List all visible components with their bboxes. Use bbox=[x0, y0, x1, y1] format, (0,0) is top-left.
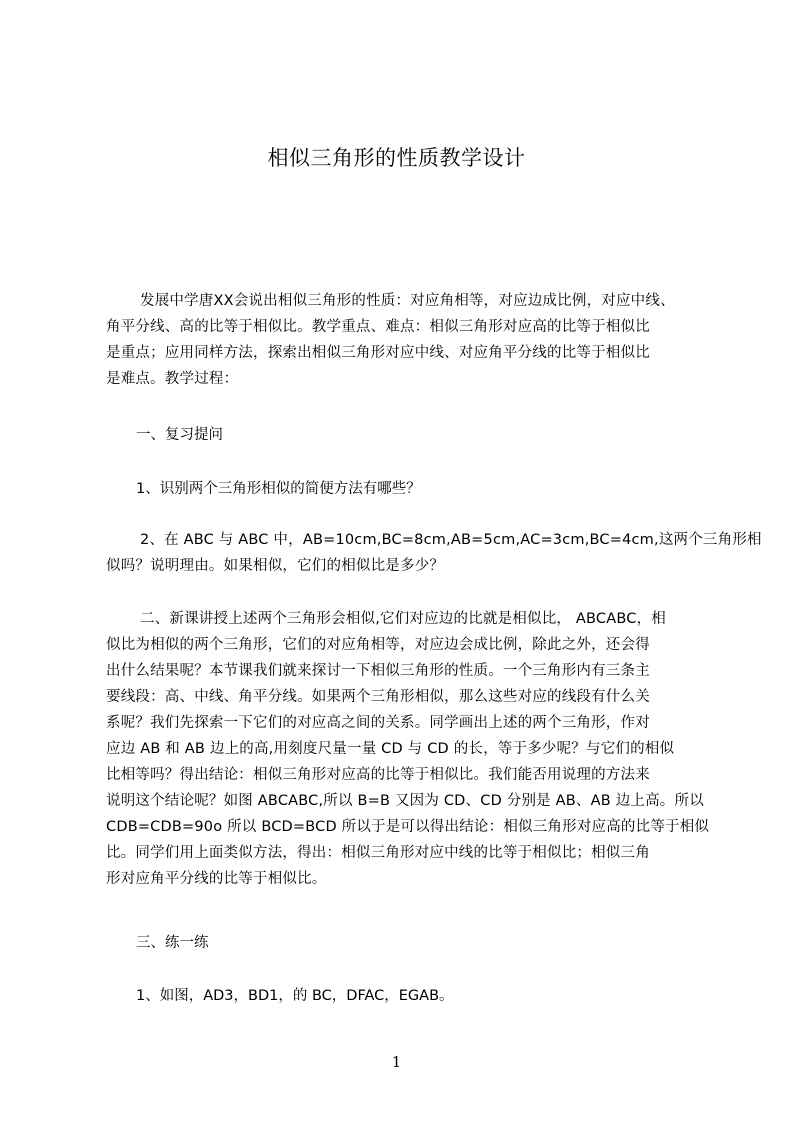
question-1: 1、识别两个三角形相似的简便方法有哪些？ bbox=[136, 481, 421, 497]
section2-line: 应边 AB 和 AB 边上的高,用刻度尺量一量 CD 与 CD 的长，等于多少呢？与它们的相似 bbox=[106, 741, 675, 757]
section2-line: 要线段：高、中线、角平分线。如果两个三角形相似，那么这些对应的线段有什么关 bbox=[106, 689, 650, 705]
question-2-line: 似吗？说明理由。如果相似，它们的相似比是多少？ bbox=[106, 558, 445, 574]
section2-paragraph bbox=[106, 606, 710, 892]
section2-line: 二、新课讲授上述两个三角形会相似,它们对应边的比就是相似比， ABCABC，相 bbox=[140, 611, 666, 627]
section2-line: 形对应角平分线的比等于相似比。 bbox=[106, 871, 327, 887]
intro-line: 是重点；应用同样方法，探索出相似三角形对应中线、对应角平分线的比等于相似比 bbox=[106, 345, 650, 361]
section2-line: 出什么结果呢？本节课我们就来探讨一下相似三角形的性质。一个三角形内有三条主 bbox=[106, 663, 650, 679]
section2-line: CDB=CDB=90o 所以 BCD=BCD 所以于是可以得出结论：相似三角形对应高的比等于相似 bbox=[106, 819, 710, 835]
question-2 bbox=[106, 527, 762, 579]
section2-line: 说明这个结论呢？如图 ABCABC,所以 B=B 又因为 CD、CD 分别是 AB、AB 边上高。所以 bbox=[106, 793, 704, 809]
section2-line: 系呢？我们先探索一下它们的对应高之间的关系。同学画出上述的两个三角形，作对 bbox=[106, 715, 650, 731]
section2-line: 比。同学们用上面类似方法，得出：相似三角形对应中线的比等于相似比；相似三角 bbox=[106, 845, 650, 861]
exercise-1: 1、如图，AD3，BD1，的 BC，DFAC，EGAB。 bbox=[136, 988, 454, 1004]
section3-heading: 三、练一练 bbox=[136, 935, 209, 951]
section2-line: 似比为相似的两个三角形，它们的对应角相等，对应边会成比例，除此之外，还会得 bbox=[106, 637, 650, 653]
document-title: 相似三角形的性质教学设计 bbox=[267, 146, 526, 170]
intro-line: 角平分线、高的比等于相似比。教学重点、难点：相似三角形对应高的比等于相似比 bbox=[106, 319, 650, 335]
question-2-line: 2、在 ABC 与 ABC 中，AB=10cm,BC=8cm,AB=5cm,AC=3cm,BC=4cm,这两个三角形相 bbox=[140, 532, 762, 548]
intro-paragraph bbox=[106, 288, 706, 392]
page-number: 1 bbox=[391, 1053, 402, 1071]
section1-heading: 一、复习提问 bbox=[136, 427, 223, 443]
intro-line: 是难点。教学过程： bbox=[106, 371, 239, 387]
section2-line: 比相等吗？得出结论：相似三角形对应高的比等于相似比。我们能否用说理的方法来 bbox=[106, 767, 650, 783]
intro-line: 发展中学唐XX会说出相似三角形的性质：对应角相等，对应边成比例，对应中线、 bbox=[140, 293, 675, 309]
